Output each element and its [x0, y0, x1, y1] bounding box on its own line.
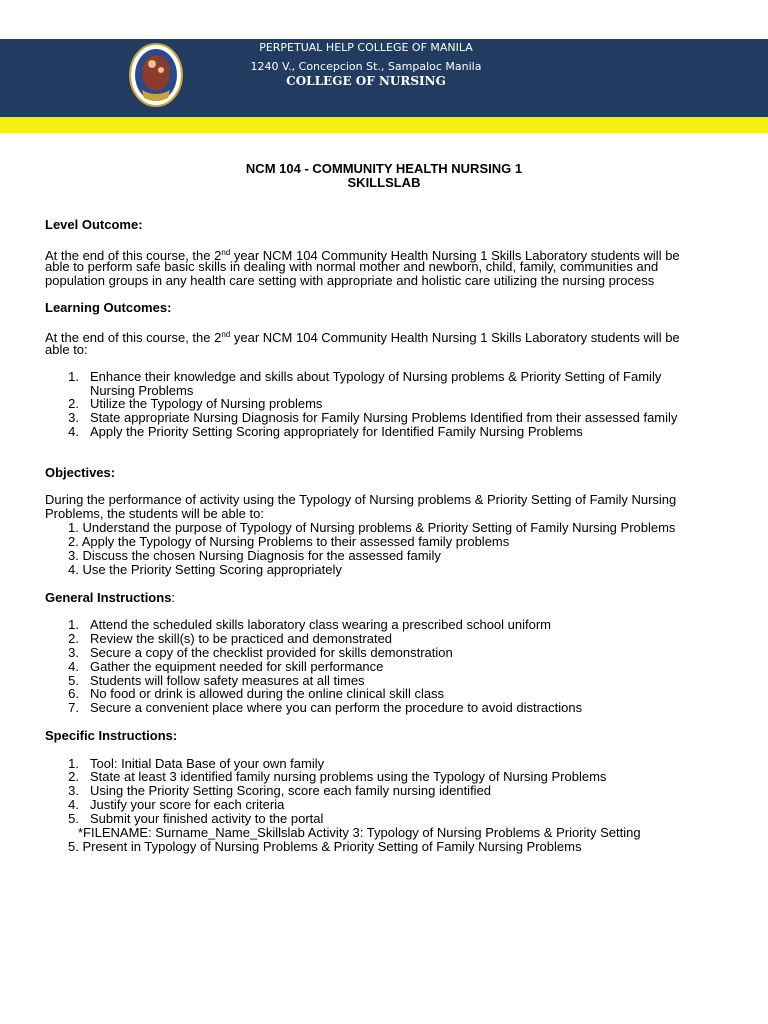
list-number: 2.: [68, 631, 79, 646]
document-subtitle: SKILLSLAB: [347, 175, 421, 190]
list-number: 1.: [68, 369, 79, 384]
college-seal-logo: [128, 42, 184, 108]
general-instructions-heading: [45, 591, 175, 605]
list-item: Secure a convenient place where you can perform the procedure to avoid distractions: [90, 700, 583, 715]
list-item: Gather the equipment needed for skill performance: [90, 659, 384, 674]
learning-outcomes-line: able to:: [45, 342, 88, 357]
level-outcome-line: able to perform safe basic skills in dealing with normal mother and newborn, child, family, communities and: [45, 259, 659, 274]
learning-outcomes-lead: At the end of this course, the 2: [45, 330, 222, 345]
learning-outcomes-line1-rest: year NCM 104 Community Health Nursing 1 Skills Laboratory students will be: [230, 330, 680, 345]
list-item: Justify your score for each criteria: [90, 797, 285, 812]
list-number: 5.: [68, 673, 79, 688]
list-number: 1.: [68, 756, 79, 771]
list-item: 1. Understand the purpose of Typology of Nursing problems & Priority Setting of Family Nursing Problems: [68, 520, 676, 535]
list-item: Students will follow safety measures at all times: [90, 673, 365, 688]
list-number: 3.: [68, 645, 79, 660]
school-address: 1240 V., Concepcion St., Sampaloc Manila: [250, 60, 482, 73]
list-number: 4.: [68, 659, 79, 674]
objectives-line: Problems, the students will be able to:: [45, 506, 264, 521]
list-item: 5. Present in Typology of Nursing Problems & Priority Setting of Family Nursing Problems: [68, 839, 582, 854]
list-item: Review the skill(s) to be practiced and demonstrated: [90, 631, 393, 646]
ordinal-suffix: nd: [221, 330, 231, 339]
school-name: PERPETUAL HELP COLLEGE OF MANILA: [259, 41, 473, 54]
filename-note: *FILENAME: Surname_Name_Skillslab Activity 3: Typology of Nursing Problems & Priority Setting: [78, 825, 641, 840]
list-number: 3.: [68, 410, 79, 425]
list-item: Nursing Problems: [90, 383, 194, 398]
level-outcome-line: population groups in any health care setting with appropriate and holistic care utilizing the nursing process: [45, 273, 655, 288]
list-item: 3. Discuss the chosen Nursing Diagnosis for the assessed family: [68, 548, 441, 563]
level-outcome-lead: At the end of this course, the 2: [45, 248, 222, 263]
list-item: 4. Use the Priority Setting Scoring appropriately: [68, 562, 342, 577]
list-item: State appropriate Nursing Diagnosis for Family Nursing Problems Identified from their assessed family: [90, 410, 678, 425]
level-outcome-heading: Level Outcome:: [45, 217, 143, 232]
document-title: NCM 104 - COMMUNITY HEALTH NURSING 1: [245, 161, 523, 176]
list-number: 2.: [68, 769, 79, 784]
list-number: 7.: [68, 700, 79, 715]
general-instructions-heading-text: General Instructions: [45, 590, 172, 605]
list-number: 4.: [68, 424, 79, 439]
list-item: Secure a copy of the checklist provided for skills demonstration: [90, 645, 453, 660]
objectives-heading: Objectives:: [45, 465, 116, 480]
list-item: Using the Priority Setting Scoring, score each family nursing identified: [90, 783, 492, 798]
list-item: State at least 3 identified family nursing problems using the Typology of Nursing Problems: [90, 769, 607, 784]
list-number: 3.: [68, 783, 79, 798]
list-item: Enhance their knowledge and skills about Typology of Nursing problems & Priority Setting of Family: [90, 369, 662, 384]
list-number: 1.: [68, 617, 79, 632]
list-item: Apply the Priority Setting Scoring appropriately for Identified Family Nursing Problems: [90, 424, 583, 439]
list-number: 2.: [68, 396, 79, 411]
list-item: No food or drink is allowed during the online clinical skill class: [90, 686, 445, 701]
list-number: 5.: [68, 811, 79, 826]
list-item: Tool: Initial Data Base of your own family: [90, 756, 325, 771]
list-number: 4.: [68, 797, 79, 812]
learning-outcomes-heading: Learning Outcomes:: [45, 300, 172, 315]
ordinal-suffix: nd: [221, 248, 231, 257]
level-outcome-line1-rest: year NCM 104 Community Health Nursing 1 Skills Laboratory students will be: [230, 248, 680, 263]
list-item: Utilize the Typology of Nursing problems: [90, 396, 323, 411]
list-number: 6.: [68, 686, 79, 701]
list-item: Submit your finished activity to the portal: [90, 811, 324, 826]
list-item: 2. Apply the Typology of Nursing Problems to their assessed family problems: [68, 534, 510, 549]
header-stripe: [0, 117, 768, 133]
college-name: COLLEGE OF NURSING: [286, 74, 446, 88]
objectives-line: During the performance of activity using the Typology of Nursing problems & Priority Setting of Family Nursing: [45, 492, 677, 507]
heading-colon: :: [171, 590, 176, 605]
list-item: Attend the scheduled skills laboratory class wearing a prescribed school uniform: [90, 617, 552, 632]
specific-instructions-heading: Specific Instructions:: [45, 728, 178, 743]
learning-outcomes-line: [45, 328, 680, 345]
